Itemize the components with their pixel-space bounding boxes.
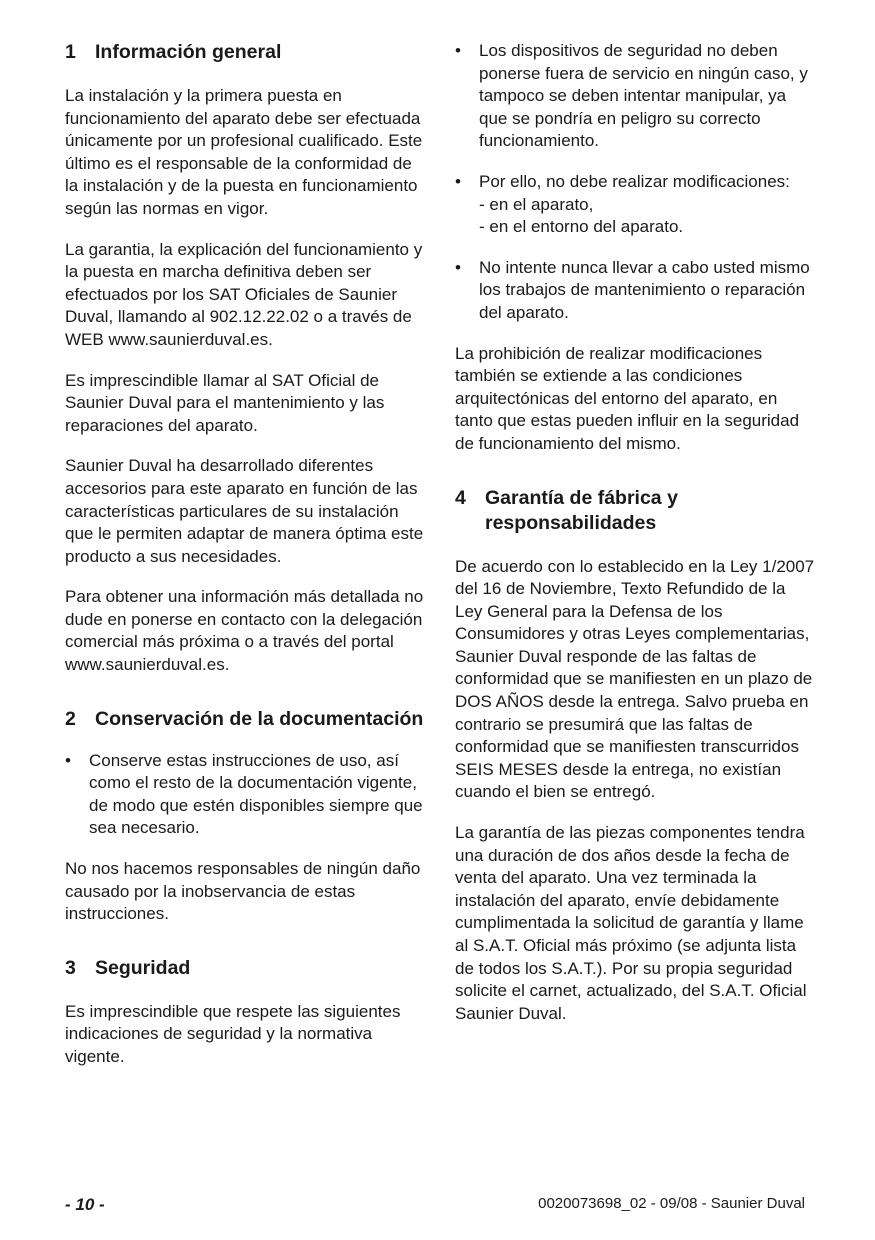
- right-column: [455, 40, 815, 1025]
- section-1-paragraph: Para obtener una información más detallada no dude en ponerse en contacto con la delegación comercial más próxima o a través del portal www.saunierduval.es.: [65, 587, 424, 675]
- section-2-heading: [65, 707, 425, 732]
- section-2-title: Conservación de la documentación: [95, 707, 424, 730]
- section-3-number: 3: [65, 956, 76, 979]
- section-4-title: Garantía de fábrica y responsabilidades: [485, 486, 678, 534]
- section-2-paragraph: No nos hacemos responsables de ningún daño causado por la inobservancia de estas instrucciones.: [65, 859, 421, 924]
- bullet-icon: •: [455, 257, 461, 277]
- section-2-bullet-list: [65, 750, 425, 840]
- bullet-icon: •: [455, 171, 461, 191]
- section-3-paragraph: Es imprescindible que respete las siguientes indicaciones de seguridad y la normativa vigente.: [65, 1001, 401, 1066]
- document-reference: 0020073698_02 - 09/08 - Saunier Duval: [538, 1195, 805, 1212]
- section-1-paragraph: La instalación y la primera puesta en funcionamiento del aparato debe ser efectuada únicamente por un profesional cualificado. Este último es el responsable de la conformidad de la instalación y de la puesta en funcionamiento según las normas en vigor.: [65, 86, 423, 218]
- section-1-heading: [65, 40, 425, 65]
- section-1-paragraph: La garantia, la explicación del funcionamiento y la puesta en marcha definitiva deben ser efectuados por los SAT Oficiales de Saunier Duval, llamando al 902.12.22.02 o a través de WEB www.saunierduval.es.: [65, 239, 423, 349]
- section-1-number: 1: [65, 41, 76, 63]
- bullet-text: Por ello, no debe realizar modificaciones:: [479, 171, 790, 191]
- list-item: [455, 40, 815, 153]
- section-1-paragraph: Es imprescindible llamar al SAT Oficial de Saunier Duval para el mantenimiento y las reparaciones del aparato.: [65, 370, 385, 435]
- section-4-paragraph: La garantía de las piezas componentes tendra una duración de dos años desde la fecha de venta del aparato. Una vez terminada la instalación del aparato, envíe debidamente cumplimentada la solicitud de garantía y llame al S.A.T. Oficial más próximo (se adjunta lista de todos los S.A.T.). Por su propia seguridad solicite el carnet, actualizado, del S.A.T. Oficial Saunier Duval.: [455, 823, 807, 1023]
- bullet-text: No intente nunca llevar a cabo usted mismo los trabajos de mantenimiento o reparación del aparato.: [479, 257, 810, 322]
- list-item: [455, 171, 815, 239]
- page-number: - 10 -: [65, 1195, 105, 1214]
- section-3-heading: [65, 956, 425, 981]
- section-2-number: 2: [65, 707, 76, 730]
- bullet-text: Conserve estas instrucciones de uso, así como el resto de la documentación vigente, de modo que estén disponibles siempre que sea necesario.: [89, 750, 423, 838]
- section-4-number: 4: [455, 486, 466, 509]
- section-1-paragraph: Saunier Duval ha desarrollado diferentes accesorios para este aparato en función de las características particulares de su instalación que le permiten adaptar de manera óptima este producto a sus necesidades.: [65, 456, 424, 566]
- section-3-bullet-list: [455, 40, 815, 325]
- bullet-icon: •: [65, 750, 71, 770]
- list-item: [65, 750, 425, 840]
- bullet-icon: •: [455, 41, 461, 60]
- bullet-subitem: - en el aparato,: [479, 194, 594, 214]
- bullet-subitem: - en el entorno del aparato.: [479, 217, 684, 237]
- list-item: [455, 257, 815, 325]
- section-1-title: Información general: [95, 41, 282, 63]
- section-4-paragraph: De acuerdo con lo establecido en la Ley 1/2007 del 16 de Noviembre, Texto Refundido de la Ley General para la Defensa de los Consumidores y otras Leyes complementarias, Saunier Duval responde de las faltas de conformidad que se manifiesten en un plazo de DOS AÑOS desde la entrega. Salvo prueba en contrario se presumirá que las faltas de conformidad que se manifiesten transcurridos SEIS MESES desde la entrega, no existían cuando el bien se entregó.: [455, 556, 815, 802]
- section-3-paragraph: La prohibición de realizar modificaciones también se extiende a las condiciones arquitectónicas del entorno del aparato, en tanto que estas pueden influir en la seguridad de funcionamiento del mismo.: [455, 343, 800, 453]
- bullet-text: Los dispositivos de seguridad no deben ponerse fuera de servicio en ningún caso, y tampoco se deben intentar manipular, ya que se pondría en peligro su correcto funcionamiento.: [479, 41, 808, 151]
- section-3-title: Seguridad: [95, 956, 191, 979]
- section-4-heading: [455, 486, 815, 536]
- left-column: [65, 40, 425, 1069]
